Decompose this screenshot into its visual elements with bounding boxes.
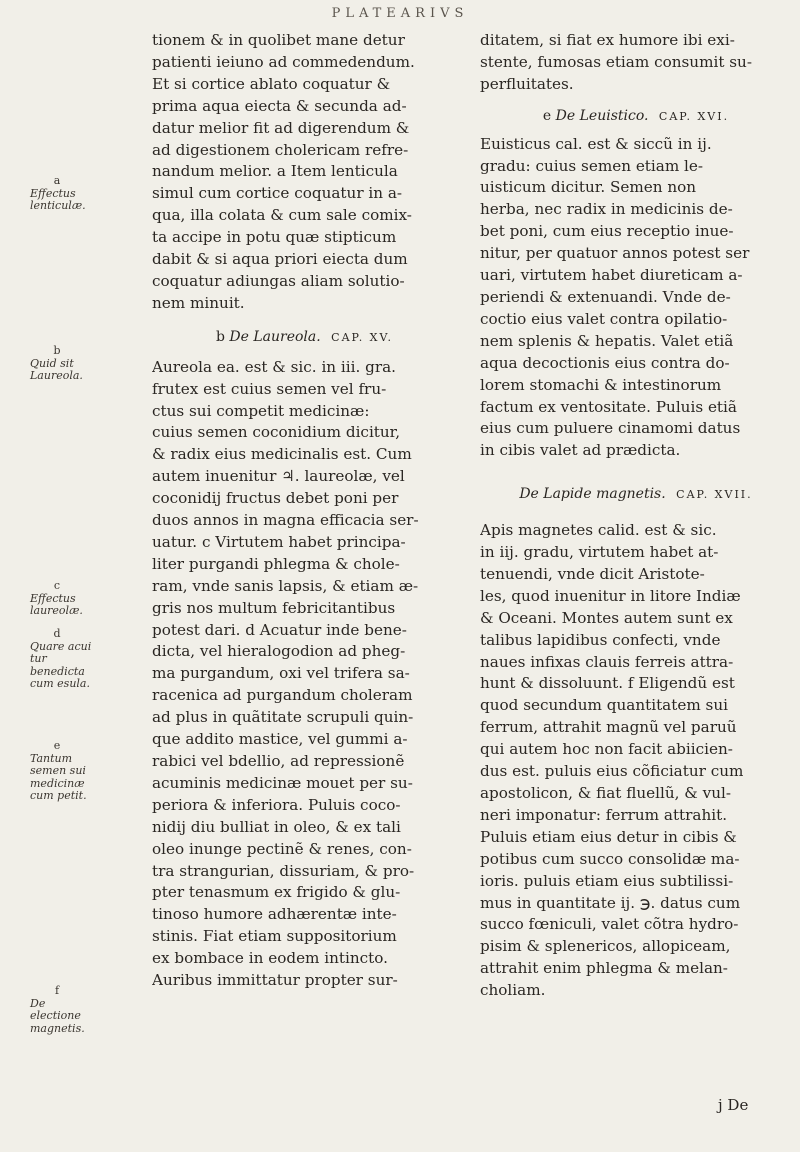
text-line: ioris. puluis etiam eius subtilissi- bbox=[480, 871, 734, 890]
text-line: neri imponatur: ferrum attrahit. bbox=[480, 805, 728, 824]
left-lines-before bbox=[152, 30, 457, 315]
margin-note-d bbox=[30, 628, 92, 691]
chapter-title: De Laureola. bbox=[229, 328, 321, 345]
chapter-marker: e bbox=[542, 107, 552, 124]
text-line: qua, illa colata & cum sale comix- bbox=[152, 206, 412, 225]
text-line: nem splenis & hepatis. Valet etiã bbox=[480, 331, 734, 350]
text-line: Apis magnetes calid. est & sic. bbox=[480, 521, 717, 540]
margin-note-c bbox=[30, 580, 92, 618]
text-line: nidij diu bulliat in oleo, & ex tali bbox=[152, 817, 401, 836]
text-line: prima aqua eiecta & secunda ad- bbox=[152, 96, 407, 115]
text-line: tenuendi, vnde dicit Aristote- bbox=[480, 564, 705, 583]
margin-note-text: Effectus lenticulæ. bbox=[30, 186, 86, 212]
text-line: gradu: cuius semen etiam le- bbox=[480, 156, 704, 175]
text-line: les, quod inuenitur in litore Indiæ bbox=[480, 586, 741, 605]
text-line: apostolicon, & fiat fluellũ, & vul- bbox=[480, 784, 731, 802]
text-line: ex bombace in eodem intincto. bbox=[152, 949, 388, 968]
chapter-heading-laureola bbox=[152, 327, 457, 349]
margin-note-e bbox=[30, 740, 92, 803]
text-line: talibus lapidibus confecti, vnde bbox=[480, 630, 721, 649]
margin-note-f bbox=[30, 985, 92, 1035]
text-line: datur melior fit ad digerendum & bbox=[152, 118, 410, 137]
text-line: succo fœniculi, valet cõtra hydro- bbox=[480, 915, 739, 934]
text-line: rabici vel bdellio, ad repressionẽ bbox=[152, 752, 405, 770]
chapter-heading-lapide-magnetis bbox=[480, 484, 792, 506]
margin-note-text: Quare acui tur benedicta cum esula. bbox=[30, 639, 92, 690]
text-line: tra strangurian, dissuriam, & pro- bbox=[152, 861, 415, 880]
text-line: periora & inferiora. Puluis coco- bbox=[152, 795, 401, 814]
signature-mark: j De bbox=[718, 1096, 749, 1114]
text-line: factum ex ventositate. Puluis etiã bbox=[480, 397, 737, 416]
left-column bbox=[152, 30, 457, 992]
text-line: ad digestionem cholericam refre- bbox=[152, 140, 409, 159]
text-line: ditatem, si fiat ex humore ibi exi- bbox=[480, 31, 735, 49]
text-line: coctio eius valet contra opilatio- bbox=[480, 309, 728, 328]
text-line: hunt & dissoluunt. f Eligendũ est bbox=[480, 674, 735, 693]
text-line: dabit & si aqua priori eiecta dum bbox=[152, 250, 408, 269]
margin-note-letter: c bbox=[53, 579, 61, 592]
text-line: dicta, vel hieralogodion ad pheg- bbox=[152, 642, 406, 661]
margin-note-b bbox=[30, 345, 92, 383]
text-line: perfluitates. bbox=[480, 74, 574, 93]
text-line: duos annos in magna efficacia ser- bbox=[152, 511, 419, 530]
left-lines-after bbox=[152, 357, 457, 992]
text-line: aqua decoctionis eius contra do- bbox=[480, 353, 730, 372]
text-line: uari, virtutem habet diureticam a- bbox=[480, 266, 743, 285]
chapter-number: CAP. XVI. bbox=[658, 109, 730, 123]
text-line: eius cum puluere cinamomi datus bbox=[480, 419, 741, 438]
right-lines-after bbox=[480, 520, 792, 1002]
text-line: patienti ieiuno ad commedendum. bbox=[152, 52, 415, 71]
right-column bbox=[480, 30, 792, 1002]
text-line: simul cum cortice coquatur in a- bbox=[152, 184, 403, 203]
text-line: potest dari. d Acuatur inde bene- bbox=[152, 620, 407, 639]
text-line: stinis. Fiat etiam suppositorium bbox=[152, 927, 397, 946]
text-line: coquatur adiungas aliam solutio- bbox=[152, 271, 405, 290]
text-line: uatur. c Virtutem habet principa- bbox=[152, 532, 406, 551]
margin-note-text: De electione magnetis. bbox=[30, 996, 85, 1035]
text-line: frutex est cuius semen vel fru- bbox=[152, 379, 387, 398]
margin-note-text: Tantum semen sui medicinæ cum petit. bbox=[30, 751, 87, 802]
text-line: ad plus in quãtitate scrupuli quin- bbox=[152, 708, 414, 727]
text-line: uisticum dicitur. Semen non bbox=[480, 178, 697, 197]
text-line: Auribus immittatur propter sur- bbox=[152, 971, 398, 990]
text-line: ma purgandum, oxi vel trifera sa- bbox=[152, 664, 410, 683]
chapter-title: De Leuistico. bbox=[555, 107, 649, 124]
text-line: gris nos multum febricitantibus bbox=[152, 598, 396, 617]
text-line: & Oceani. Montes autem sunt ex bbox=[480, 608, 733, 627]
text-line: bet poni, cum eius receptio inue- bbox=[480, 222, 734, 241]
text-line: Puluis etiam eius detur in cibis & bbox=[480, 827, 737, 846]
text-line: quod secundum quantitatem sui bbox=[480, 696, 728, 715]
text-line: tinoso humore adhærentæ inte- bbox=[152, 905, 397, 924]
text-line: & radix eius medicinalis est. Cum bbox=[152, 445, 412, 464]
margin-note-letter: d bbox=[53, 627, 61, 640]
text-line: autem inuenitur ♃. laureolæ, vel bbox=[152, 467, 405, 486]
text-line: naues infixas clauis ferreis attra- bbox=[480, 652, 734, 671]
chapter-marker: b bbox=[215, 328, 225, 345]
text-line: nandum melior. a Item lenticula bbox=[152, 162, 398, 181]
text-line: in iij. gradu, virtutem habet at- bbox=[480, 543, 719, 562]
text-line: racenica ad purgandum choleram bbox=[152, 686, 413, 705]
text-line: liter purgandi phlegma & chole- bbox=[152, 554, 400, 573]
margin-note-text: Effectus laureolæ. bbox=[30, 591, 83, 617]
chapter-title: De Lapide magnetis. bbox=[519, 486, 666, 503]
text-line: pisim & splenericos, allopiceam, bbox=[480, 937, 731, 956]
text-line: in cibis valet ad prædicta. bbox=[480, 441, 681, 460]
margin-note-letter: f bbox=[54, 984, 60, 997]
text-line: Et si cortice ablato coquatur & bbox=[152, 74, 391, 93]
text-line: periendi & extenuandi. Vnde de- bbox=[480, 287, 731, 306]
chapter-heading-leuistico bbox=[480, 106, 792, 128]
margin-note-letter: a bbox=[53, 174, 61, 187]
chapter-number: CAP. XV. bbox=[331, 330, 394, 344]
right-lines-mid bbox=[480, 134, 792, 463]
text-line: potibus cum succo consolidæ ma- bbox=[480, 849, 740, 868]
text-line: acuminis medicinæ mouet per su- bbox=[152, 773, 413, 792]
text-line: ferrum, attrahit magnũ vel paruũ bbox=[480, 718, 737, 737]
text-line: dus est. puluis eius cõficiatur cum bbox=[480, 762, 744, 781]
margin-note-a bbox=[30, 175, 92, 213]
margin-note-letter: e bbox=[53, 739, 61, 752]
chapter-number: CAP. XVII. bbox=[676, 488, 753, 502]
text-line: coconidij fructus debet poni per bbox=[152, 489, 399, 508]
text-line: nitur, per quatuor annos potest ser bbox=[480, 244, 750, 263]
text-line: nem minuit. bbox=[152, 293, 245, 312]
margin-note-letter: b bbox=[53, 344, 61, 357]
text-line: mus in quantitate ij. ℈. datus cum bbox=[480, 893, 741, 912]
text-line: choliam. bbox=[480, 981, 546, 1000]
text-line: lorem stomachi & intestinorum bbox=[480, 375, 722, 394]
text-line: oleo inunge pectinẽ & renes, con- bbox=[152, 839, 412, 858]
text-line: tionem & in quolibet mane detur bbox=[152, 31, 405, 49]
text-line: attrahit enim phlegma & melan- bbox=[480, 959, 728, 978]
text-line: cuius semen coconidium dicitur, bbox=[152, 423, 401, 442]
margin-note-text: Quid sit Laureola. bbox=[30, 356, 83, 382]
text-line: qui autem hoc non facit abiicien- bbox=[480, 740, 733, 759]
text-line: Aureola ea. est & sic. in iii. gra. bbox=[152, 357, 397, 376]
text-line: ta accipe in potu quæ stipticum bbox=[152, 228, 397, 247]
text-line: pter tenasmum ex frigido & glu- bbox=[152, 883, 401, 902]
text-line: ctus sui competit medicinæ: bbox=[152, 401, 370, 420]
text-line: ram, vnde sanis lapsis, & etiam æ- bbox=[152, 576, 419, 595]
text-line: que addito mastice, vel gummi a- bbox=[152, 730, 408, 749]
right-lines-before bbox=[480, 30, 792, 96]
running-header: PLATEARIVS bbox=[331, 6, 469, 21]
text-line: Euisticus cal. est & siccũ in ij. bbox=[480, 134, 712, 153]
text-line: herba, nec radix in medicinis de- bbox=[480, 200, 733, 219]
text-line: stente, fumosas etiam consumit su- bbox=[480, 52, 752, 71]
